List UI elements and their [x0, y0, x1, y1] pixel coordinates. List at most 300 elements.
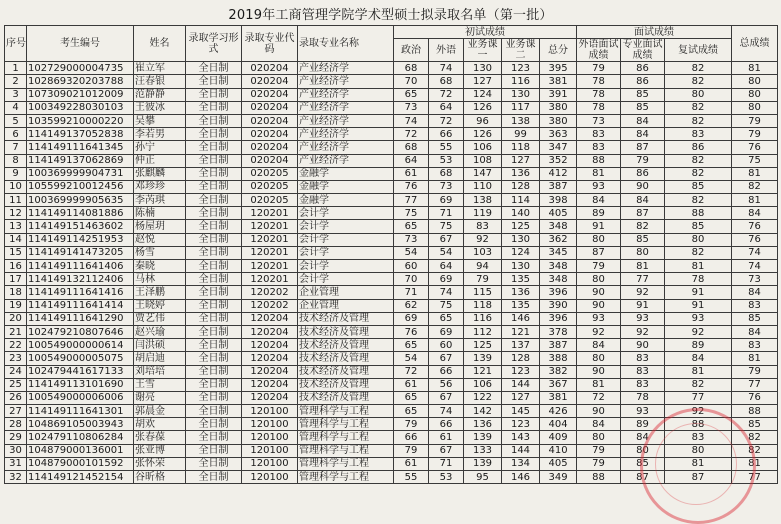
cell-final-total: 84 [732, 207, 778, 220]
cell-exam-no: 102869320203788 [27, 75, 134, 88]
cell-major-interview: 92 [621, 286, 665, 299]
table-row [5, 114, 778, 127]
cell-name: 郭晨金 [134, 405, 186, 418]
cell-major-code: 120100 [242, 471, 298, 484]
cell-course2: 138 [502, 114, 540, 127]
cell-politics: 61 [394, 457, 429, 470]
cell-study-mode: 全日制 [186, 220, 242, 233]
cell-major-code: 120201 [242, 273, 298, 286]
cell-course1: 124 [464, 88, 502, 101]
cell-politics: 65 [394, 405, 429, 418]
cell-course2: 124 [502, 246, 540, 259]
cell-foreign: 66 [429, 128, 464, 141]
table-row [5, 299, 778, 312]
cell-course1: 147 [464, 167, 502, 180]
cell-prelim-total: 391 [540, 88, 577, 101]
cell-course2: 135 [502, 299, 540, 312]
cell-study-mode: 全日制 [186, 273, 242, 286]
cell-name: 范静静 [134, 88, 186, 101]
cell-major-interview: 83 [621, 378, 665, 391]
cell-foreign: 75 [429, 299, 464, 312]
cell-major-name: 金融学 [298, 180, 394, 193]
cell-study-mode: 全日制 [186, 339, 242, 352]
table-row [5, 418, 778, 431]
cell-prelim-total: 405 [540, 457, 577, 470]
cell-study-mode: 全日制 [186, 154, 242, 167]
cell-retest: 93 [665, 312, 732, 325]
cell-course1: 119 [464, 207, 502, 220]
cell-seq: 28 [5, 418, 27, 431]
cell-major-name: 技术经济及管理 [298, 378, 394, 391]
cell-prelim-total: 409 [540, 431, 577, 444]
table-row [5, 128, 778, 141]
cell-foreign-interview: 88 [577, 154, 621, 167]
cell-major-interview: 85 [621, 88, 665, 101]
cell-foreign: 74 [429, 286, 464, 299]
cell-course2: 144 [502, 444, 540, 457]
table-row [5, 75, 778, 88]
cell-exam-no: 114149113101690 [27, 378, 134, 391]
cell-study-mode: 全日制 [186, 167, 242, 180]
cell-major-name: 技术经济及管理 [298, 391, 394, 404]
cell-prelim-total: 405 [540, 207, 577, 220]
cell-foreign-interview: 83 [577, 141, 621, 154]
header-prelim-group: 初试成绩 [394, 26, 577, 39]
cell-major-interview: 77 [621, 273, 665, 286]
cell-prelim-total: 396 [540, 286, 577, 299]
cell-major-interview: 81 [621, 260, 665, 273]
cell-politics: 73 [394, 233, 429, 246]
cell-foreign: 66 [429, 365, 464, 378]
cell-course1: 115 [464, 286, 502, 299]
cell-final-total: 81 [732, 194, 778, 207]
cell-prelim-total: 380 [540, 101, 577, 114]
cell-seq: 8 [5, 154, 27, 167]
cell-major-code: 120204 [242, 339, 298, 352]
table-row [5, 471, 778, 484]
cell-study-mode: 全日制 [186, 207, 242, 220]
cell-foreign: 53 [429, 154, 464, 167]
cell-seq: 12 [5, 207, 27, 220]
cell-foreign: 72 [429, 88, 464, 101]
cell-retest: 92 [665, 405, 732, 418]
cell-foreign-interview: 90 [577, 405, 621, 418]
table-row [5, 101, 778, 114]
cell-retest: 92 [665, 325, 732, 338]
cell-seq: 25 [5, 378, 27, 391]
cell-major-name: 技术经济及管理 [298, 352, 394, 365]
header-name: 姓名 [134, 26, 186, 62]
cell-seq: 4 [5, 101, 27, 114]
cell-name: 张春葆 [134, 431, 186, 444]
cell-course1: 139 [464, 431, 502, 444]
cell-foreign-interview: 84 [577, 339, 621, 352]
cell-major-code: 120204 [242, 378, 298, 391]
cell-exam-no: 114149114081886 [27, 207, 134, 220]
cell-final-total: 80 [732, 101, 778, 114]
cell-prelim-total: 404 [540, 418, 577, 431]
cell-name: 王泽鹏 [134, 286, 186, 299]
cell-politics: 70 [394, 273, 429, 286]
cell-foreign-interview: 78 [577, 88, 621, 101]
cell-study-mode: 全日制 [186, 312, 242, 325]
cell-study-mode: 全日制 [186, 75, 242, 88]
cell-course1: 108 [464, 154, 502, 167]
cell-foreign-interview: 93 [577, 312, 621, 325]
cell-major-interview: 86 [621, 167, 665, 180]
cell-retest: 82 [665, 378, 732, 391]
cell-exam-no: 114149111641290 [27, 312, 134, 325]
cell-foreign-interview: 90 [577, 299, 621, 312]
cell-prelim-total: 348 [540, 260, 577, 273]
cell-major-name: 技术经济及管理 [298, 325, 394, 338]
cell-prelim-total: 412 [540, 167, 577, 180]
cell-retest: 88 [665, 418, 732, 431]
cell-study-mode: 全日制 [186, 260, 242, 273]
cell-final-total: 80 [732, 88, 778, 101]
cell-course2: 121 [502, 325, 540, 338]
cell-foreign: 68 [429, 167, 464, 180]
cell-seq: 15 [5, 246, 27, 259]
table-header [5, 26, 778, 62]
cell-major-name: 管理科学与工程 [298, 471, 394, 484]
cell-major-interview: 84 [621, 431, 665, 444]
cell-retest: 85 [665, 180, 732, 193]
cell-major-interview: 87 [621, 471, 665, 484]
cell-major-interview: 84 [621, 128, 665, 141]
cell-exam-no: 104879000101592 [27, 457, 134, 470]
cell-politics: 64 [394, 154, 429, 167]
cell-retest: 88 [665, 207, 732, 220]
cell-foreign-interview: 93 [577, 180, 621, 193]
cell-foreign: 68 [429, 75, 464, 88]
admission-table [4, 25, 778, 484]
cell-major-code: 020205 [242, 167, 298, 180]
cell-retest: 82 [665, 154, 732, 167]
table-row [5, 378, 778, 391]
cell-course1: 106 [464, 378, 502, 391]
table-row [5, 88, 778, 101]
table-row [5, 167, 778, 180]
cell-politics: 72 [394, 365, 429, 378]
cell-major-name: 会计学 [298, 220, 394, 233]
cell-final-total: 74 [732, 260, 778, 273]
table-row [5, 391, 778, 404]
cell-name: 谷昕格 [134, 471, 186, 484]
cell-study-mode: 全日制 [186, 101, 242, 114]
cell-name: 杨雪 [134, 246, 186, 259]
header-exam-no: 考生编号 [27, 26, 134, 62]
cell-prelim-total: 398 [540, 194, 577, 207]
cell-course2: 145 [502, 405, 540, 418]
cell-course2: 128 [502, 352, 540, 365]
cell-foreign: 74 [429, 405, 464, 418]
cell-final-total: 73 [732, 273, 778, 286]
cell-study-mode: 全日制 [186, 378, 242, 391]
cell-retest: 82 [665, 101, 732, 114]
header-course2: 业务课二 [502, 39, 540, 62]
cell-final-total: 79 [732, 365, 778, 378]
table-row [5, 260, 778, 273]
cell-name: 孙宁 [134, 141, 186, 154]
cell-name: 胡启迪 [134, 352, 186, 365]
cell-study-mode: 全日制 [186, 141, 242, 154]
cell-politics: 54 [394, 352, 429, 365]
cell-name: 贾艺伟 [134, 312, 186, 325]
cell-major-interview: 91 [621, 299, 665, 312]
cell-final-total: 82 [732, 444, 778, 457]
header-politics: 政治 [394, 39, 429, 62]
cell-study-mode: 全日制 [186, 299, 242, 312]
cell-final-total: 88 [732, 405, 778, 418]
cell-major-interview: 79 [621, 154, 665, 167]
cell-course1: 92 [464, 233, 502, 246]
cell-prelim-total: 363 [540, 128, 577, 141]
table-row [5, 246, 778, 259]
cell-retest: 82 [665, 62, 732, 75]
header-major-name: 录取专业名称 [298, 26, 394, 62]
table-row [5, 62, 778, 75]
cell-politics: 76 [394, 180, 429, 193]
cell-foreign: 67 [429, 391, 464, 404]
cell-major-code: 120100 [242, 405, 298, 418]
cell-study-mode: 全日制 [186, 180, 242, 193]
table-row [5, 273, 778, 286]
cell-politics: 71 [394, 286, 429, 299]
cell-course1: 96 [464, 114, 502, 127]
cell-course2: 146 [502, 312, 540, 325]
cell-retest: 80 [665, 444, 732, 457]
cell-exam-no: 103599210000220 [27, 114, 134, 127]
cell-seq: 16 [5, 260, 27, 273]
cell-retest: 83 [665, 431, 732, 444]
cell-major-interview: 90 [621, 180, 665, 193]
cell-major-code: 020205 [242, 180, 298, 193]
cell-politics: 79 [394, 444, 429, 457]
cell-seq: 27 [5, 405, 27, 418]
cell-prelim-total: 362 [540, 233, 577, 246]
cell-retest: 87 [665, 471, 732, 484]
cell-prelim-total: 381 [540, 75, 577, 88]
cell-major-interview: 83 [621, 352, 665, 365]
table-row [5, 325, 778, 338]
cell-course1: 83 [464, 220, 502, 233]
cell-prelim-total: 349 [540, 471, 577, 484]
cell-course1: 139 [464, 352, 502, 365]
cell-name: 李芮琪 [134, 194, 186, 207]
cell-study-mode: 全日制 [186, 418, 242, 431]
cell-study-mode: 全日制 [186, 286, 242, 299]
cell-politics: 68 [394, 141, 429, 154]
cell-course2: 143 [502, 431, 540, 444]
cell-study-mode: 全日制 [186, 246, 242, 259]
cell-retest: 84 [665, 352, 732, 365]
cell-retest: 86 [665, 141, 732, 154]
cell-course2: 134 [502, 457, 540, 470]
cell-major-name: 技术经济及管理 [298, 339, 394, 352]
cell-exam-no: 114149111641416 [27, 286, 134, 299]
cell-seq: 23 [5, 352, 27, 365]
cell-major-name: 技术经济及管理 [298, 365, 394, 378]
cell-foreign: 64 [429, 260, 464, 273]
cell-major-interview: 80 [621, 246, 665, 259]
cell-final-total: 85 [732, 418, 778, 431]
cell-course2: 137 [502, 339, 540, 352]
cell-exam-no: 100549000000614 [27, 339, 134, 352]
cell-major-interview: 93 [621, 405, 665, 418]
cell-major-code: 020204 [242, 114, 298, 127]
cell-retest: 91 [665, 286, 732, 299]
cell-foreign-interview: 78 [577, 75, 621, 88]
cell-study-mode: 全日制 [186, 471, 242, 484]
cell-major-name: 金融学 [298, 167, 394, 180]
cell-politics: 70 [394, 75, 429, 88]
cell-major-name: 会计学 [298, 207, 394, 220]
cell-exam-no: 104879000136001 [27, 444, 134, 457]
cell-major-name: 产业经济学 [298, 154, 394, 167]
cell-retest: 81 [665, 457, 732, 470]
cell-final-total: 81 [732, 167, 778, 180]
cell-major-interview: 85 [621, 233, 665, 246]
cell-major-interview: 84 [621, 194, 665, 207]
cell-course1: 94 [464, 260, 502, 273]
cell-seq: 22 [5, 339, 27, 352]
cell-course1: 142 [464, 405, 502, 418]
cell-study-mode: 全日制 [186, 457, 242, 470]
cell-major-code: 020204 [242, 101, 298, 114]
cell-major-interview: 83 [621, 365, 665, 378]
cell-major-code: 020204 [242, 75, 298, 88]
cell-final-total: 74 [732, 246, 778, 259]
cell-exam-no: 114149111641406 [27, 260, 134, 273]
cell-foreign-interview: 81 [577, 167, 621, 180]
cell-final-total: 81 [732, 62, 778, 75]
cell-politics: 62 [394, 299, 429, 312]
cell-major-code: 120100 [242, 431, 298, 444]
cell-foreign-interview: 84 [577, 194, 621, 207]
cell-seq: 30 [5, 444, 27, 457]
cell-course2: 125 [502, 220, 540, 233]
cell-study-mode: 全日制 [186, 444, 242, 457]
cell-final-total: 76 [732, 141, 778, 154]
cell-seq: 24 [5, 365, 27, 378]
cell-major-interview: 84 [621, 114, 665, 127]
cell-major-code: 120100 [242, 457, 298, 470]
cell-major-code: 120202 [242, 286, 298, 299]
cell-foreign-interview: 78 [577, 101, 621, 114]
cell-major-interview: 82 [621, 220, 665, 233]
cell-name: 秦晓 [134, 260, 186, 273]
cell-politics: 79 [394, 418, 429, 431]
cell-name: 张亚博 [134, 444, 186, 457]
cell-politics: 74 [394, 114, 429, 127]
cell-foreign-interview: 79 [577, 62, 621, 75]
cell-final-total: 81 [732, 457, 778, 470]
cell-major-interview: 85 [621, 101, 665, 114]
cell-seq: 21 [5, 325, 27, 338]
cell-course1: 110 [464, 180, 502, 193]
cell-major-code: 120100 [242, 444, 298, 457]
cell-exam-no: 102479441617133 [27, 365, 134, 378]
cell-final-total: 83 [732, 299, 778, 312]
cell-major-interview: 86 [621, 75, 665, 88]
cell-final-total: 77 [732, 378, 778, 391]
cell-retest: 78 [665, 273, 732, 286]
cell-course2: 116 [502, 75, 540, 88]
cell-foreign-interview: 87 [577, 246, 621, 259]
cell-foreign: 55 [429, 141, 464, 154]
cell-study-mode: 全日制 [186, 233, 242, 246]
cell-retest: 81 [665, 260, 732, 273]
cell-seq: 29 [5, 431, 27, 444]
cell-politics: 76 [394, 325, 429, 338]
cell-name: 张怀荣 [134, 457, 186, 470]
cell-name: 王雪 [134, 378, 186, 391]
cell-seq: 26 [5, 391, 27, 404]
cell-study-mode: 全日制 [186, 88, 242, 101]
cell-retest: 77 [665, 391, 732, 404]
cell-exam-no: 100369999904731 [27, 167, 134, 180]
cell-study-mode: 全日制 [186, 128, 242, 141]
cell-major-name: 会计学 [298, 260, 394, 273]
header-retest: 复试成绩 [665, 39, 732, 62]
cell-final-total: 81 [732, 352, 778, 365]
cell-exam-no: 100549000006006 [27, 391, 134, 404]
cell-final-total: 76 [732, 233, 778, 246]
cell-major-name: 产业经济学 [298, 114, 394, 127]
cell-course1: 122 [464, 391, 502, 404]
cell-exam-no: 107309021012009 [27, 88, 134, 101]
cell-final-total: 84 [732, 325, 778, 338]
cell-politics: 69 [394, 312, 429, 325]
cell-politics: 75 [394, 207, 429, 220]
cell-course2: 146 [502, 471, 540, 484]
cell-foreign-interview: 72 [577, 391, 621, 404]
cell-foreign: 66 [429, 418, 464, 431]
table-row [5, 431, 778, 444]
cell-foreign: 71 [429, 457, 464, 470]
cell-name: 谢亮 [134, 391, 186, 404]
cell-major-code: 120201 [242, 220, 298, 233]
cell-foreign: 67 [429, 444, 464, 457]
cell-seq: 1 [5, 62, 27, 75]
cell-major-interview: 89 [621, 418, 665, 431]
header-major-code: 录取专业代码 [242, 26, 298, 62]
header-major-interview: 专业面试成绩 [622, 39, 663, 62]
cell-prelim-total: 367 [540, 378, 577, 391]
cell-prelim-total: 387 [540, 180, 577, 193]
table-row [5, 154, 778, 167]
cell-foreign-interview: 79 [577, 444, 621, 457]
cell-final-total: 84 [732, 286, 778, 299]
cell-course2: 117 [502, 101, 540, 114]
cell-seq: 2 [5, 75, 27, 88]
cell-retest: 89 [665, 339, 732, 352]
table-row [5, 141, 778, 154]
cell-study-mode: 全日制 [186, 325, 242, 338]
cell-foreign-interview: 80 [577, 233, 621, 246]
cell-prelim-total: 395 [540, 62, 577, 75]
cell-name: 王彼冰 [134, 101, 186, 114]
cell-final-total: 76 [732, 391, 778, 404]
cell-final-total: 76 [732, 220, 778, 233]
cell-politics: 61 [394, 167, 429, 180]
cell-prelim-total: 352 [540, 154, 577, 167]
cell-exam-no: 114149141473205 [27, 246, 134, 259]
header-final-total: 总成绩 [732, 26, 778, 62]
header-seq: 序号 [5, 26, 27, 62]
cell-course2: 144 [502, 378, 540, 391]
